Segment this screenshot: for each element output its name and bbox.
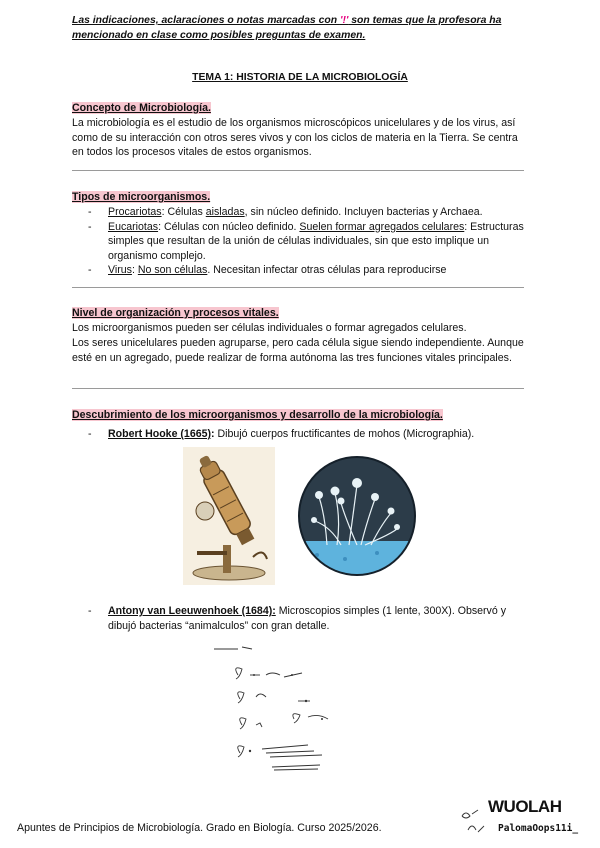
list-item-virus xyxy=(88,263,524,278)
brand-logo: WUOLAH xyxy=(488,797,562,816)
leeuwenhoek-text: Microscopios simples (1 lente, 300X). Observó y dibujó bacterias “animalculos” con gran detalle. xyxy=(108,605,506,632)
divider xyxy=(72,287,524,288)
concepto-paragraph: La microbiología es el estudio de los organismos microscópicos unicelulares y de los virus, así como de su interacción con otros seres vivos y con los ciclos de materia en la Tierra. Se centra en todos los procesos vitales de estos organismos. xyxy=(72,117,518,159)
divider xyxy=(72,388,524,389)
section-heading-concepto-text: Concepto de Microbiología. xyxy=(72,102,211,114)
eucariotas-underlined: Suelen formar agregados celulares xyxy=(299,220,465,233)
section-heading-tipos-text: Tipos de microorganismos. xyxy=(72,191,211,203)
term-procariotas: Procariotas xyxy=(108,206,162,218)
username: PalomaOops11i_ xyxy=(498,823,579,834)
list-item-eucariotas xyxy=(88,220,524,264)
procariotas-text-1: : Células xyxy=(161,206,206,218)
section-heading-nivel-text: Nivel de organización y procesos vitales. xyxy=(72,307,279,319)
divider xyxy=(72,170,524,171)
section-heading-tipos xyxy=(72,190,210,205)
procariotas-text-2: , sin núcleo definido. Incluyen bacterias y Archaea. xyxy=(244,206,483,218)
exam-note xyxy=(72,13,532,43)
note-text-before: Las indicaciones, aclaraciones o notas marcadas con xyxy=(72,15,340,26)
footer-text: Apuntes de Principios de Microbiología. Grado en Biología. Curso 2025/2026. xyxy=(17,822,382,834)
hooke-list xyxy=(88,427,524,442)
hooke-colon: : xyxy=(211,428,215,440)
virus-text-2: . Necesitan infectar otras células para reproducirse xyxy=(207,264,447,277)
hooke-microscope-image xyxy=(183,447,275,585)
hooke-mold-drawing xyxy=(297,455,417,577)
eucariotas-text-1: : Células con núcleo definido. xyxy=(158,220,300,233)
term-eucariotas: Eucariotas xyxy=(108,220,159,233)
eucariotas-text-2: : Estructuras simples que resultan de la unión de células individuales, sin que esto implique un organismo complejo. xyxy=(108,220,524,262)
note-marker: '!' xyxy=(339,15,349,26)
list-item-procariotas xyxy=(88,205,524,220)
list-item-hooke xyxy=(88,427,524,442)
procariotas-underlined: aisladas xyxy=(205,206,245,218)
virus-text-1: : xyxy=(131,264,138,277)
tipos-list xyxy=(88,205,524,278)
nivel-line-1: Los microorganismos pueden ser células individuales o formar agregados celulares. xyxy=(72,322,467,334)
term-virus: Virus xyxy=(108,264,132,277)
list-item-leeuwenhoek xyxy=(88,604,524,633)
page-title: TEMA 1: HISTORIA DE LA MICROBIOLOGÍA xyxy=(192,72,408,83)
note-text-after: son temas que la profesora ha mencionado en clase como posibles preguntas de examen. xyxy=(72,15,502,41)
nivel-line-2: Los seres unicelulares pueden agruparse, pero cada célula sigue siendo independiente. Aunque esté en un agregado, puede realizar de forma autónoma las tres funciones vitales principales. xyxy=(72,337,524,364)
leeuwenhoek-bacteria-sketch xyxy=(210,641,360,775)
virus-underlined: No son células xyxy=(137,264,208,277)
leeuwenhoek-list xyxy=(88,604,524,633)
section-heading-descubrimiento xyxy=(72,408,443,423)
section-heading-nivel xyxy=(72,306,279,321)
hooke-text: Dibujó cuerpos fructificantes de mohos (Micrographia). xyxy=(214,428,475,440)
hooke-name: Robert Hooke (1665) xyxy=(108,428,212,440)
section-heading-concepto xyxy=(72,101,211,116)
watermark-scribble xyxy=(458,806,486,841)
leeuwenhoek-name: Antony van Leeuwenhoek (1684): xyxy=(108,605,276,617)
section-heading-descubrimiento-text: Descubrimiento de los microorganismos y desarrollo de la microbiología. xyxy=(72,409,443,421)
